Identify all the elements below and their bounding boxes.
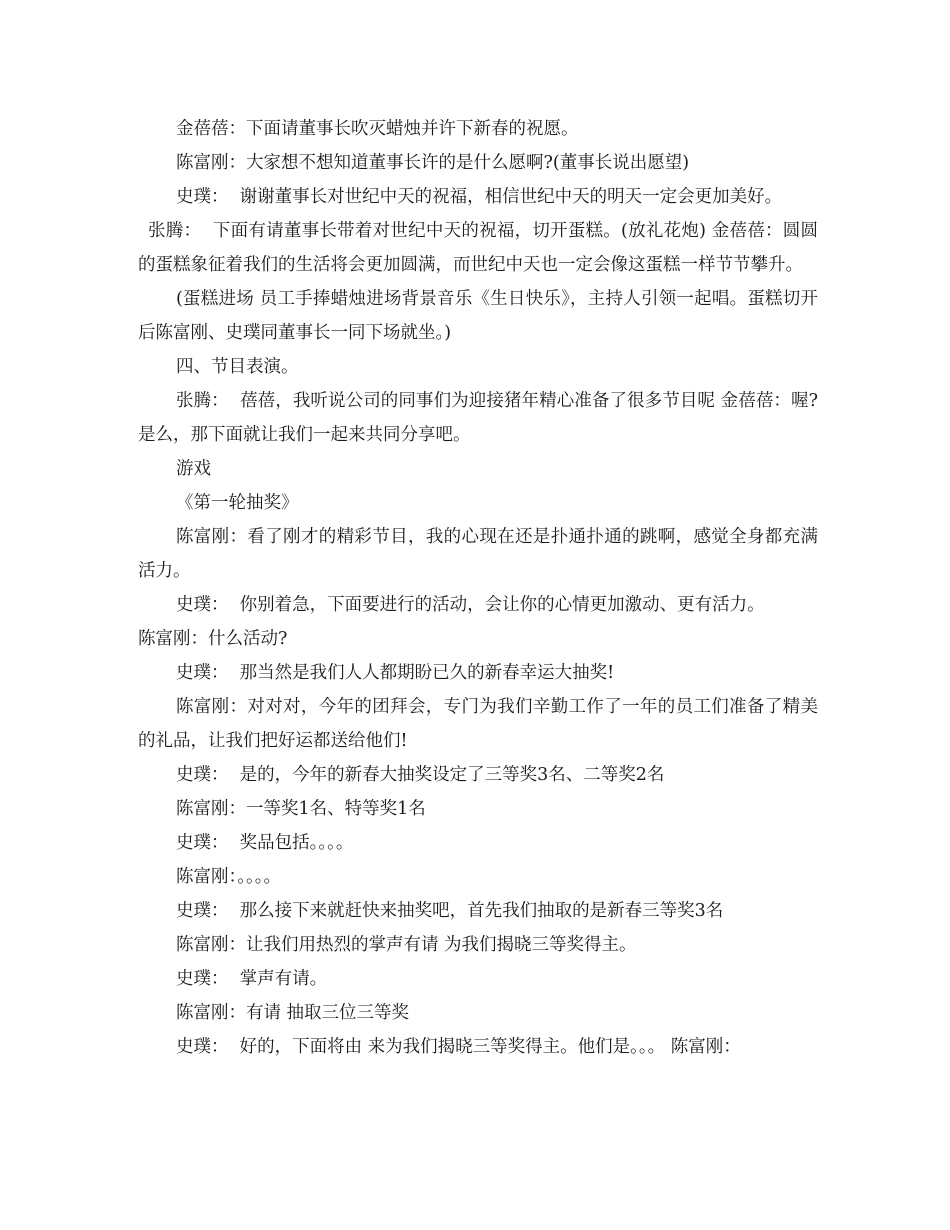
paragraph: 张腾： 蓓蓓，我听说公司的同事们为迎接猪年精心准备了很多节目呢 金蓓蓓：喔?是么，那下面就让我们一起来共同分享吧。 xyxy=(138,391,818,445)
paragraph: 陈富刚：有请 抽取三位三等奖 xyxy=(176,1003,410,1023)
paragraph: 陈富刚：一等奖1名、特等奖1名 xyxy=(176,799,426,819)
paragraph: 《第一轮抽奖》 xyxy=(176,493,299,513)
paragraph: 陈富刚：对对对，今年的团拜会，专门为我们辛勤工作了一年的员工们准备了精美的礼品，让我们把好运都送给他们! xyxy=(138,697,818,751)
paragraph: 史璞： 奖品包括。。。。 xyxy=(176,833,354,853)
paragraph: 陈富刚：什么活动? xyxy=(138,629,288,649)
paragraph: 陈富刚：让我们用热烈的掌声有请 为我们揭晓三等奖得主。 xyxy=(176,935,637,955)
paragraph: 史璞： 那当然是我们人人都期盼已久的新春幸运大抽奖! xyxy=(176,663,615,683)
paragraph: 史璞： 你别着急，下面要进行的活动，会让你的心情更加激动、更有活力。 xyxy=(176,595,765,615)
paragraph: 游戏 xyxy=(176,459,211,479)
paragraph: 金蓓蓓：下面请董事长吹灭蜡烛并许下新春的祝愿。 xyxy=(176,119,579,139)
paragraph: 史璞： 那么接下来就赶快来抽奖吧，首先我们抽取的是新春三等奖3名 xyxy=(176,901,724,921)
paragraph: 张腾： 下面有请董事长带着对世纪中天的祝福，切开蛋糕。(放礼花炮) 金蓓蓓：圆圆的蛋糕象征着我们的生活将会更加圆满，而世纪中天也一定会像这蛋糕一样节节攀升。 xyxy=(138,221,818,275)
section-heading: 四、节目表演。 xyxy=(176,357,299,377)
paragraph: 陈富刚：看了刚才的精彩节目，我的心现在还是扑通扑通的跳啊，感觉全身都充满活力。 xyxy=(138,527,818,581)
document-body xyxy=(138,112,818,1064)
paragraph: 陈富刚：大家想不想知道董事长许的是什么愿啊?(董事长说出愿望) xyxy=(176,153,690,173)
paragraph: (蛋糕进场 员工手捧蜡烛进场背景音乐《生日快乐》，主持人引领一起唱。蛋糕切开后陈富刚、史璞同董事长一同下场就坐。) xyxy=(138,289,818,343)
paragraph: 陈富刚：。。。。 xyxy=(176,867,281,887)
paragraph: 史璞： 谢谢董事长对世纪中天的祝福，相信世纪中天的明天一定会更加美好。 xyxy=(176,187,783,207)
paragraph: 史璞： 是的，今年的新春大抽奖设定了三等奖3名、二等奖2名 xyxy=(176,765,665,785)
paragraph: 史璞： 好的，下面将由 来为我们揭晓三等奖得主。他们是。。。 陈富刚： xyxy=(176,1037,741,1057)
paragraph: 史璞： 掌声有请。 xyxy=(176,969,328,989)
